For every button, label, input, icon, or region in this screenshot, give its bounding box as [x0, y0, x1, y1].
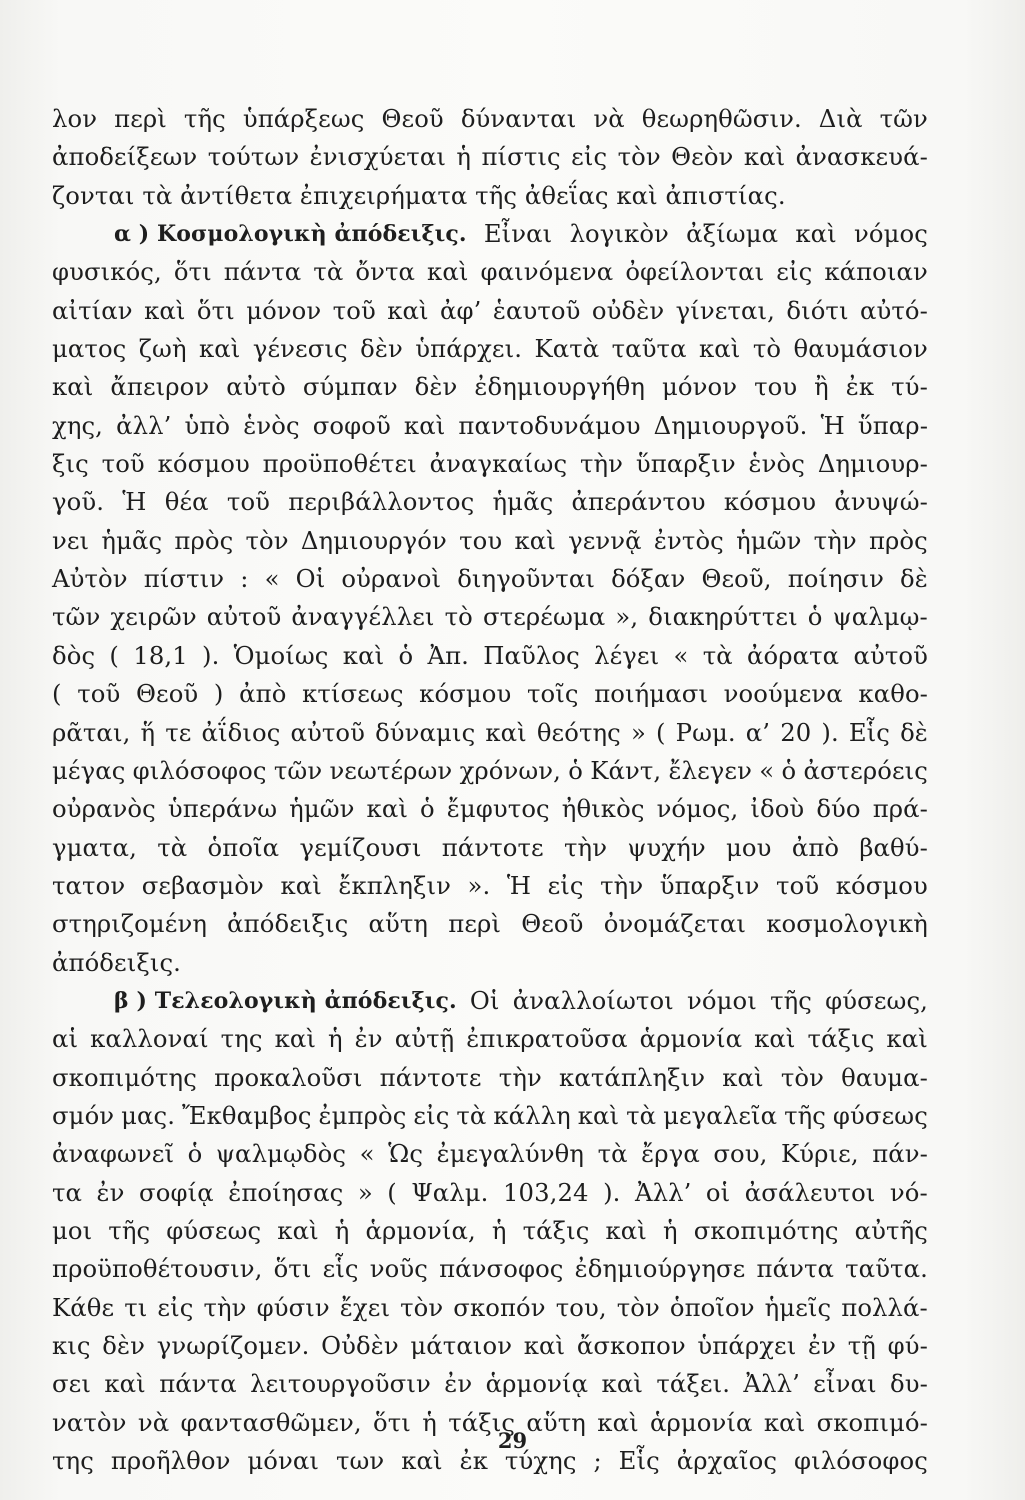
text-line: ξις τοῦ κόσμου προϋποθέτει ἀναγκαίως τὴν ὕπαρξιν ἑνὸς Δημιουρ-: [52, 449, 928, 479]
text-line: χης, ἀλλ’ ὑπὸ ἑνὸς σοφοῦ καὶ παντοδυνάμου Δημιουργοῦ. Ἡ ὕπαρ-: [52, 410, 928, 440]
section-heading: β ) Τελεολογικὴ ἀπόδειξις.: [114, 987, 457, 1014]
text-line: καὶ ἄπειρον αὐτὸ σύμπαν δὲν ἐδημιουργήθη μόνον του ἢ ἐκ τύ-: [52, 372, 928, 402]
text-line: μέγας φιλόσοφος τῶν νεωτέρων χρόνων, ὁ Κάντ, ἔλεγεν « ὁ ἀστερόεις: [52, 755, 928, 785]
text-line: γοῦ. Ἡ θέα τοῦ περιβάλλοντος ἡμᾶς ἀπεράντου κόσμου ἀνυψώ-: [52, 487, 928, 517]
section-heading-line: β ) Τελεολογικὴ ἀπόδειξις. Οἱ ἀναλλοίωτοι νόμοι τῆς φύσεως,: [52, 982, 928, 1020]
text-line: Κάθε τι εἰς τὴν φύσιν ἔχει τὸν σκοπόν του, τὸν ὁποῖον ἡμεῖς πολλά-: [52, 1292, 928, 1322]
text-line: σμόν μας. Ἔκθαμβος ἐμπρὸς εἰς τὰ κάλλη καὶ τὰ μεγαλεῖα τῆς φύσεως: [52, 1100, 928, 1130]
text-line: ἀναφωνεῖ ὁ ψαλμῳδὸς « Ὡς ἐμεγαλύνθη τὰ ἔργα σου, Κύριε, πάν-: [52, 1139, 928, 1169]
text-line: Αὐτὸν πίστιν : « Οἱ οὐρανοὶ διηγοῦνται δόξαν Θεοῦ, ποίησιν δὲ: [52, 564, 928, 594]
text-line: ἀπόδειξις.: [52, 947, 181, 977]
text-line: μοι τῆς φύσεως καὶ ἡ ἁρμονία, ἡ τάξις καὶ ἡ σκοπιμότης αὐτῆς: [52, 1215, 928, 1245]
text-line: στηριζομένη ἀπόδειξις αὕτη περὶ Θεοῦ ὀνομάζεται κοσμολογικὴ: [52, 909, 928, 939]
text-line: ( τοῦ Θεοῦ ) ἀπὸ κτίσεως κόσμου τοῖς ποιήμασι νοούμενα καθο-: [52, 679, 928, 709]
page-number: 29: [497, 1428, 528, 1453]
text-line: νατὸν νὰ φαντασθῶμεν, ὅτι ἡ τάξις αὕτη καὶ ἁρμονία καὶ σκοπιμό-: [52, 1407, 928, 1437]
text-line: ματος ζωὴ καὶ γένεσις δὲν ὑπάρχει. Κατὰ ταῦτα καὶ τὸ θαυμάσιον: [52, 334, 928, 364]
text-line: κις δὲν γνωρίζομεν. Οὐδὲν μάταιον καὶ ἄσκοπον ὑπάρχει ἐν τῇ φύ-: [52, 1331, 928, 1360]
text-line: τα ἐν σοφίᾳ ἐποίησας » ( Ψαλμ. 103,24 ). Ἀλλ’ οἱ ἀσάλευτοι νό-: [52, 1177, 928, 1207]
text-line: της προῆλθον μόναι των καὶ ἐκ τύχης ; Εἷς ἀρχαῖος φιλόσοφος: [52, 1446, 928, 1476]
text-line: λον περὶ τῆς ὑπάρξεως Θεοῦ δύνανται νὰ θεωρηθῶσιν. Διὰ τῶν: [52, 104, 928, 133]
text-line: αἱ καλλοναί της καὶ ἡ ἐν αὐτῇ ἐπικρατοῦσα ἁρμονία καὶ τάξις καὶ: [52, 1024, 928, 1054]
text-line: νει ἡμᾶς πρὸς τὸν Δημιουργόν του καὶ γεννᾷ ἐντὸς ἡμῶν τὴν πρὸς: [52, 525, 928, 555]
text-line: τατον σεβασμὸν καὶ ἔκπληξιν ». Ἡ εἰς τὴν ὕπαρξιν τοῦ κόσμου: [52, 870, 928, 900]
text-line: ἀποδείξεων τούτων ἐνισχύεται ἡ πίστις εἰς τὸν Θεὸν καὶ ἀνασκευά-: [52, 142, 928, 172]
text-line: ρᾶται, ἥ τε ἀΐδιος αὐτοῦ δύναμις καὶ θεότης » ( Ρωμ. α’ 20 ). Εἷς δὲ: [52, 717, 928, 747]
text-line: αἰτίαν καὶ ὅτι μόνον τοῦ καὶ ἀφ’ ἑαυτοῦ οὐδὲν γίνεται, διότι αὐτό-: [52, 295, 928, 325]
text-line: σει καὶ πάντα λειτουργοῦσιν ἐν ἁρμονίᾳ καὶ τάξει. Ἀλλ’ εἶναι δυ-: [52, 1369, 928, 1399]
text-line: γματα, τὰ ὁποῖα γεμίζουσι πάντοτε τὴν ψυχήν μου ἀπὸ βαθύ-: [52, 832, 928, 862]
text-line: προϋποθέτουσιν, ὅτι εἷς νοῦς πάνσοφος ἐδημιούργησε πάντα ταῦτα.: [52, 1254, 928, 1284]
text-line: σκοπιμότης προκαλοῦσι πάντοτε τὴν κατάπληξιν καὶ τὸν θαυμα-: [52, 1062, 928, 1092]
text-line: ζονται τὰ ἀντίθετα ἐπιχειρήματα τῆς ἀθεΐας καὶ ἀπιστίας.: [52, 180, 786, 210]
text-line: τῶν χειρῶν αὐτοῦ ἀναγγέλλει τὸ στερέωμα », διακηρύττει ὁ ψαλμῳ-: [52, 602, 928, 632]
text-line: φυσικός, ὅτι πάντα τὰ ὄντα καὶ φαινόμενα ὀφείλονται εἰς κάποιαν: [52, 257, 928, 287]
text-line: δὸς ( 18,1 ). Ὁμοίως καὶ ὁ Ἀπ. Παῦλος λέγει « τὰ ἀόρατα αὐτοῦ: [52, 640, 928, 670]
text-line: οὐρανὸς ὑπεράνω ἡμῶν καὶ ὁ ἔμφυτος ἠθικὸς νόμος, ἰδοὺ δύο πρά-: [52, 794, 928, 824]
section-heading-line: α ) Κοσμολογικὴ ἀπόδειξις. Εἶναι λογικὸν ἀξίωμα καὶ νόμος: [52, 215, 928, 253]
section-heading: α ) Κοσμολογικὴ ἀπόδειξις.: [114, 221, 467, 248]
body-text: [52, 100, 928, 1480]
